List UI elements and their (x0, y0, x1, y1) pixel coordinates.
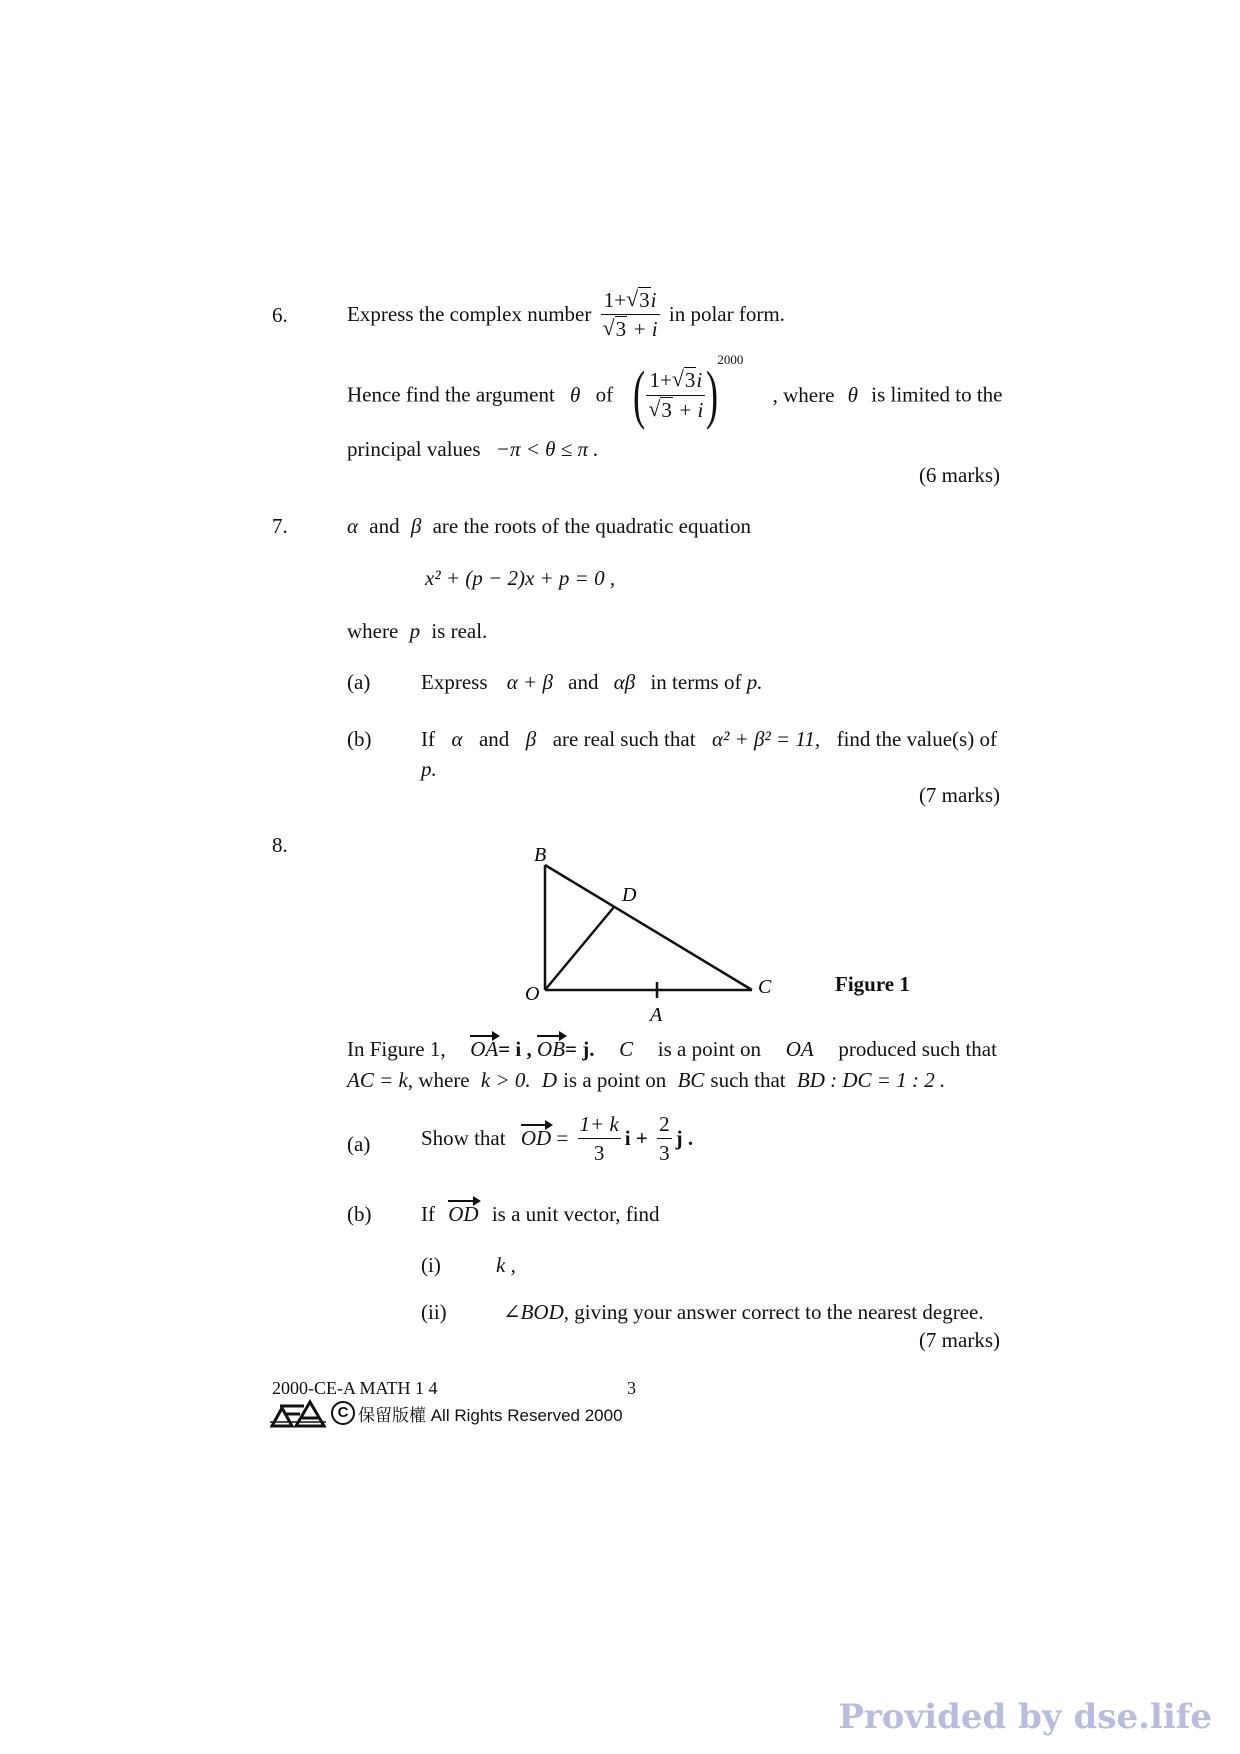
label-B: B (534, 845, 547, 866)
q6-line1-a: Express the complex number (347, 302, 592, 327)
q7-b-label: (b) (347, 727, 372, 751)
q6-marks: (6 marks) (918, 463, 1000, 487)
q8-b-text: If OD is a unit vector, find (421, 1202, 660, 1226)
label-O: O (525, 983, 540, 1005)
copyright-icon: C (331, 1401, 355, 1425)
q8-bii-label: (ii) (421, 1300, 447, 1324)
label-C: C (758, 976, 772, 998)
q8-bii-text: ∠BOD, giving your answer correct to the nearest degree. (503, 1300, 984, 1324)
q8-a-text: Show that OD = $\frac{1+ k}{3}$ i + $\frac{2}{3}$ j . (421, 1112, 694, 1166)
q7-b-text: If α and β are real such that α² + β² = 11, find the value(s) of (421, 727, 997, 751)
footer-rights (270, 1398, 623, 1428)
q6-line2: Hence find the argument θ of ( 1+√ 3i √ 3 + i )$^{2000}$ , where θ is limited to the (347, 362, 1003, 428)
watermark: Provided by dse.life (838, 1697, 1212, 1737)
q7-a-text: Express α + β and αβ in terms of p. (421, 670, 763, 694)
label-D: D (622, 884, 637, 906)
footer-page: 3 (627, 1378, 636, 1398)
q6-fraction: 1+√ 3i √ 3 + i (601, 288, 660, 341)
rights-text: 保留版權 All Rights Reserved 2000 (358, 1405, 623, 1425)
hkea-logo-icon (270, 1398, 328, 1428)
line-OD (545, 907, 614, 990)
q7-equation: x² + (p − 2)x + p = 0 , (425, 566, 616, 590)
q8-bi-label: (i) (421, 1253, 441, 1277)
q7-a-label: (a) (347, 670, 371, 694)
q6-line3: principal values −π < θ ≤ π . (347, 437, 599, 461)
q8-number: 8. (272, 833, 288, 857)
q6-number: 6. (272, 303, 288, 327)
q7-where: where p is real. (347, 619, 488, 643)
q8-figure (520, 845, 780, 1025)
q7-intro: α and β are the roots of the quadratic equation (347, 514, 751, 538)
q6-line1 (347, 288, 785, 341)
q8-para-line1: In Figure 1, OA= i , OB= j. C is a point on OA produced such that (347, 1037, 997, 1061)
q8-marks: (7 marks) (918, 1328, 1000, 1352)
label-A: A (650, 1004, 663, 1025)
footer-code: 2000-CE-A MATH 1 4 (272, 1378, 438, 1398)
line-BC (545, 865, 752, 990)
q8-para-line2: AC = k, where k > 0. D is a point on BC such that BD : DC = 1 : 2 . (347, 1068, 946, 1092)
q7-b-p: p. (421, 757, 437, 781)
figure-caption: Figure 1 (835, 972, 910, 996)
q8-b-label: (b) (347, 1202, 372, 1226)
q6-exponent: 2000 (717, 351, 744, 367)
q8-a-label: (a) (347, 1132, 371, 1156)
q6-line1-b: in polar form. (668, 302, 785, 327)
q8-bi-text: k , (496, 1253, 516, 1277)
q7-marks: (7 marks) (918, 783, 1000, 807)
q7-number: 7. (272, 514, 288, 538)
q6-fraction-2: 1+√ 3i √ 3 + i (646, 368, 705, 421)
